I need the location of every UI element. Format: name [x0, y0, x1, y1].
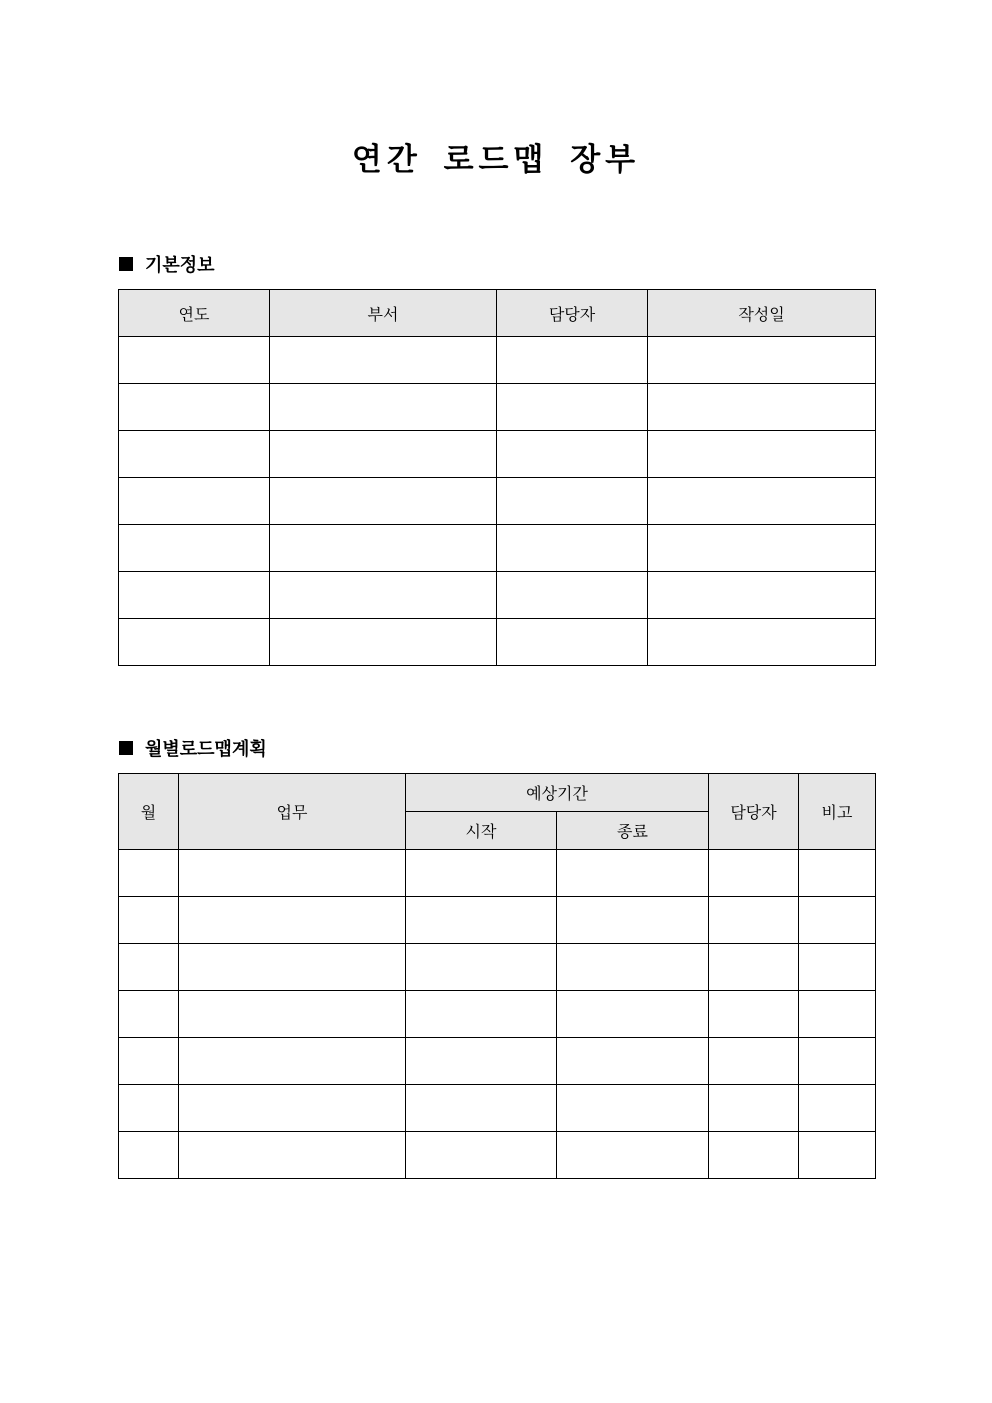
cell-start[interactable] — [406, 1085, 557, 1132]
cell-owner[interactable] — [709, 897, 799, 944]
cell-year[interactable] — [119, 619, 270, 666]
cell-owner[interactable] — [497, 478, 648, 525]
cell-start[interactable] — [406, 991, 557, 1038]
column-header-date: 작성일 — [648, 290, 876, 337]
page-title: 연간 로드맵 장부 — [351, 142, 641, 178]
column-header-note: 비고 — [799, 774, 876, 850]
cell-owner[interactable] — [497, 384, 648, 431]
cell-month[interactable] — [119, 1085, 179, 1132]
cell-date[interactable] — [648, 384, 876, 431]
cell-start[interactable] — [406, 1132, 557, 1179]
cell-month[interactable] — [119, 1038, 179, 1085]
cell-end[interactable] — [557, 1038, 709, 1085]
cell-task[interactable] — [179, 1085, 406, 1132]
cell-task[interactable] — [179, 850, 406, 897]
section-heading-label: 기본정보 — [145, 255, 215, 276]
cell-note[interactable] — [799, 944, 876, 991]
cell-department[interactable] — [270, 384, 497, 431]
table-row — [119, 850, 876, 897]
cell-department[interactable] — [270, 431, 497, 478]
column-header-expected-period: 예상기간 — [406, 774, 709, 812]
cell-task[interactable] — [179, 1132, 406, 1179]
cell-owner[interactable] — [709, 1085, 799, 1132]
cell-task[interactable] — [179, 991, 406, 1038]
cell-year[interactable] — [119, 478, 270, 525]
basic-info-table — [118, 289, 876, 666]
cell-note[interactable] — [799, 1085, 876, 1132]
table-row — [119, 384, 876, 431]
table-row — [119, 572, 876, 619]
cell-end[interactable] — [557, 850, 709, 897]
cell-department[interactable] — [270, 478, 497, 525]
cell-date[interactable] — [648, 478, 876, 525]
cell-start[interactable] — [406, 850, 557, 897]
table-row — [119, 1085, 876, 1132]
square-bullet-icon — [119, 257, 133, 271]
cell-owner[interactable] — [709, 1038, 799, 1085]
cell-note[interactable] — [799, 1132, 876, 1179]
cell-date[interactable] — [648, 337, 876, 384]
cell-date[interactable] — [648, 619, 876, 666]
cell-note[interactable] — [799, 1038, 876, 1085]
cell-end[interactable] — [557, 1132, 709, 1179]
cell-owner[interactable] — [497, 619, 648, 666]
cell-month[interactable] — [119, 1132, 179, 1179]
cell-start[interactable] — [406, 897, 557, 944]
cell-owner[interactable] — [497, 525, 648, 572]
cell-note[interactable] — [799, 991, 876, 1038]
cell-month[interactable] — [119, 944, 179, 991]
cell-department[interactable] — [270, 337, 497, 384]
section-heading-label: 월별로드맵계획 — [145, 739, 267, 760]
section-heading-monthly-plan — [119, 736, 267, 760]
cell-year[interactable] — [119, 572, 270, 619]
column-header-department: 부서 — [270, 290, 497, 337]
column-header-end: 종료 — [557, 812, 709, 850]
cell-owner[interactable] — [497, 572, 648, 619]
table-row — [119, 944, 876, 991]
cell-department[interactable] — [270, 619, 497, 666]
cell-date[interactable] — [648, 525, 876, 572]
table-row — [119, 1038, 876, 1085]
table-row — [119, 1132, 876, 1179]
cell-month[interactable] — [119, 850, 179, 897]
cell-department[interactable] — [270, 525, 497, 572]
cell-start[interactable] — [406, 944, 557, 991]
column-header-month: 월 — [119, 774, 179, 850]
cell-end[interactable] — [557, 897, 709, 944]
cell-date[interactable] — [648, 572, 876, 619]
column-header-owner: 담당자 — [709, 774, 799, 850]
table-row — [119, 897, 876, 944]
cell-year[interactable] — [119, 384, 270, 431]
cell-end[interactable] — [557, 1085, 709, 1132]
cell-year[interactable] — [119, 431, 270, 478]
cell-year[interactable] — [119, 525, 270, 572]
cell-month[interactable] — [119, 991, 179, 1038]
table-row — [119, 431, 876, 478]
cell-task[interactable] — [179, 1038, 406, 1085]
section-heading-basic-info — [119, 252, 215, 276]
table-row — [119, 619, 876, 666]
cell-owner[interactable] — [709, 991, 799, 1038]
cell-note[interactable] — [799, 897, 876, 944]
table-row — [119, 525, 876, 572]
monthly-plan-table — [118, 773, 876, 1179]
table-row — [119, 991, 876, 1038]
cell-end[interactable] — [557, 991, 709, 1038]
table-row — [119, 337, 876, 384]
column-header-owner: 담당자 — [497, 290, 648, 337]
cell-task[interactable] — [179, 944, 406, 991]
cell-owner[interactable] — [709, 1132, 799, 1179]
table-header-row — [119, 290, 876, 337]
cell-date[interactable] — [648, 431, 876, 478]
cell-task[interactable] — [179, 897, 406, 944]
cell-note[interactable] — [799, 850, 876, 897]
cell-department[interactable] — [270, 572, 497, 619]
cell-owner[interactable] — [709, 944, 799, 991]
square-bullet-icon — [119, 741, 133, 755]
table-header-row — [119, 774, 876, 812]
cell-start[interactable] — [406, 1038, 557, 1085]
cell-owner[interactable] — [709, 850, 799, 897]
table-row — [119, 478, 876, 525]
cell-year[interactable] — [119, 337, 270, 384]
cell-owner[interactable] — [497, 431, 648, 478]
column-header-year: 연도 — [119, 290, 270, 337]
cell-owner[interactable] — [497, 337, 648, 384]
cell-end[interactable] — [557, 944, 709, 991]
cell-month[interactable] — [119, 897, 179, 944]
column-header-task: 업무 — [179, 774, 406, 850]
column-header-start: 시작 — [406, 812, 557, 850]
